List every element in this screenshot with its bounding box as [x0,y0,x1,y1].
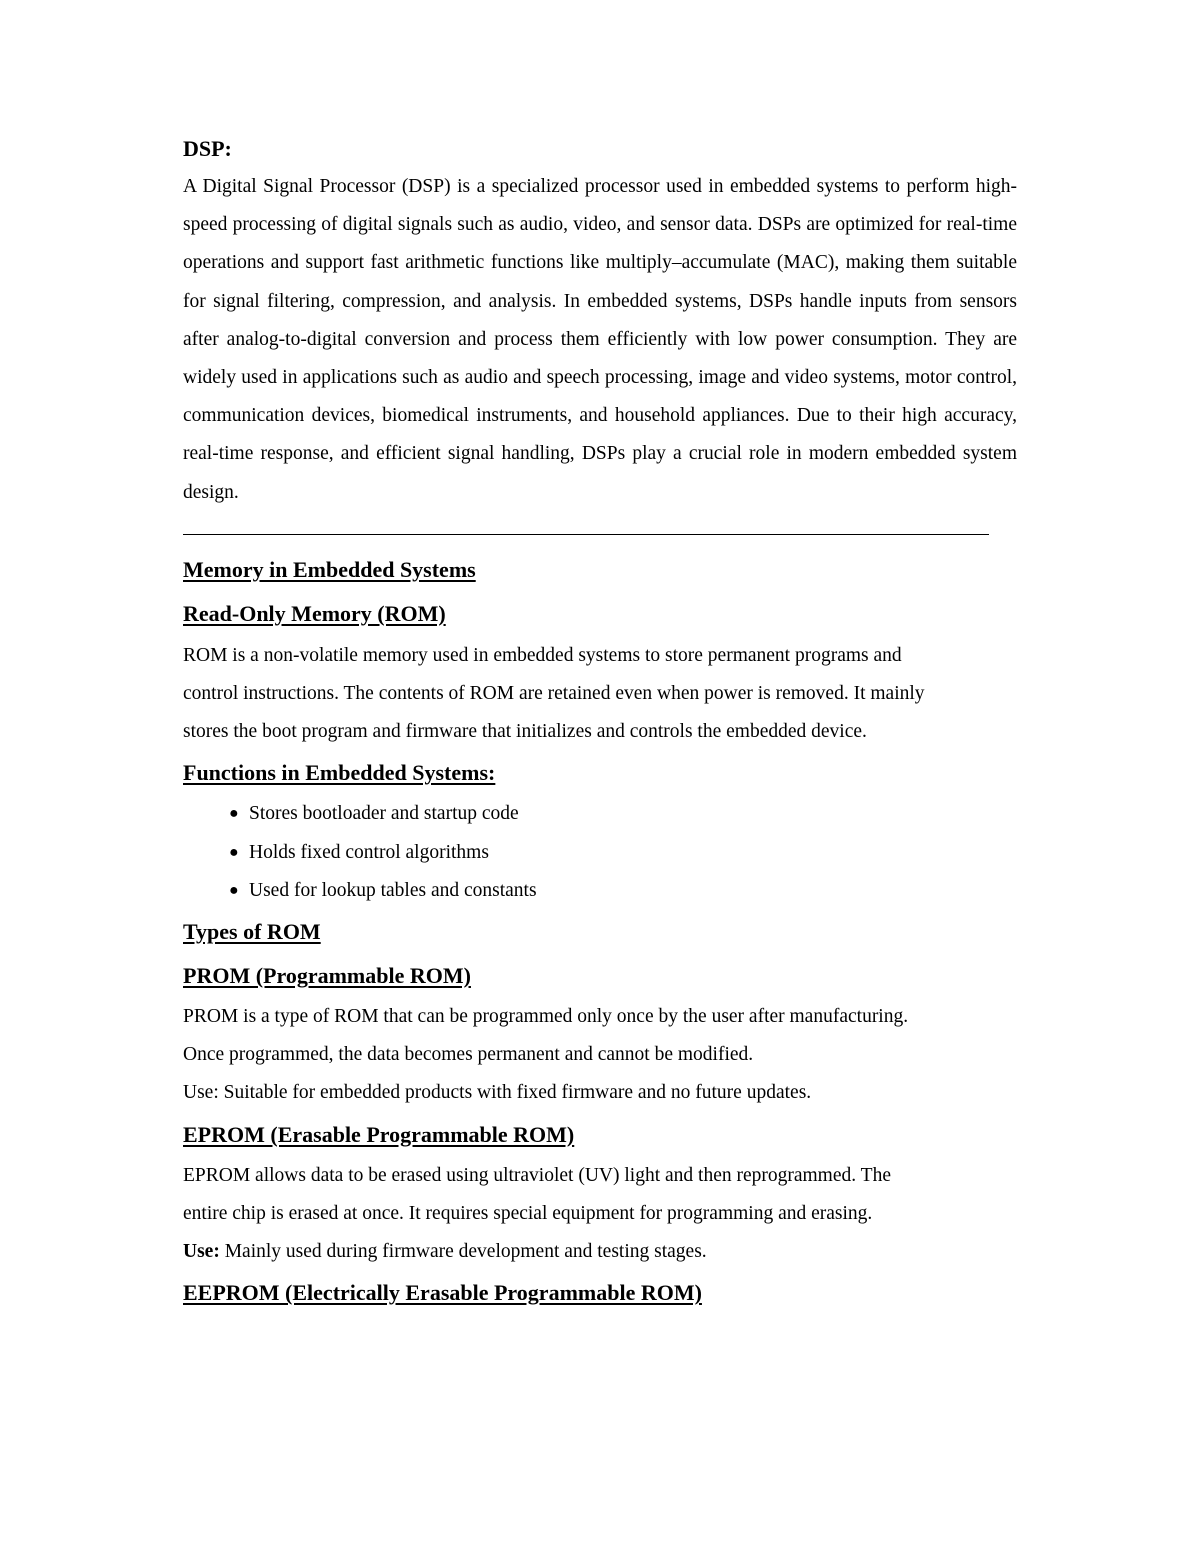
list-item-text: Used for lookup tables and constants [249,879,537,901]
list-item-text: Holds fixed control algorithms [249,841,489,863]
list-item [183,872,1017,910]
prom-line-1: PROM is a type of ROM that can be programmed only once by the user after manufacturing. [183,1006,909,1028]
prom-line-2: Once programmed, the data becomes permanent and cannot be modified. [183,1044,754,1066]
functions-heading: Functions in Embedded Systems: [183,760,496,786]
bullet-icon: ● [229,805,239,823]
eprom-line-1: EPROM allows data to be erased using ultraviolet (UV) light and then reprogrammed. The [183,1164,891,1186]
dsp-heading: DSP: [183,136,232,161]
rom-heading: Read-Only Memory (ROM) [183,600,446,626]
memory-heading: Memory in Embedded Systems [183,556,476,582]
eprom-use-line [183,1233,1017,1271]
eprom-heading: EPROM (Erasable Programmable ROM) [183,1121,575,1147]
bullet-icon: ● [229,843,239,861]
rom-paragraph-line-1: ROM is a non-volatile memory used in embedded systems to store permanent programs and [183,644,902,666]
eprom-use-label: Use: [183,1241,220,1263]
list-item [183,834,1017,872]
eprom-line-2: entire chip is erased at once. It requires special equipment for programming and erasing. [183,1202,873,1224]
functions-list [183,795,1017,910]
prom-use-line: Use: Suitable for embedded products with fixed firmware and no future updates. [183,1082,812,1104]
list-item-text: Stores bootloader and startup code [249,803,519,825]
rom-paragraph-line-3: stores the boot program and firmware that initializes and controls the embedded device. [183,721,867,743]
list-item [183,795,1017,833]
horizontal-divider [183,534,989,535]
eeprom-heading: EEPROM (Electrically Erasable Programmable ROM) [183,1280,702,1306]
eprom-use-text: Mainly used during firmware development and testing stages. [219,1241,707,1263]
bullet-icon: ● [229,881,239,899]
document-page [183,130,1017,1315]
dsp-paragraph: A Digital Signal Processor (DSP) is a specialized processor used in embedded systems to perform high-speed processing of digital signals such as audio, video, and sensor data. DSPs are optimized for real-time operations and support fast arithmetic functions like multiply–accumulate (MAC), making them suitable for signal filtering, compression, and analysis. In embedded systems, DSPs handle inputs from sensors after analog-to-digital conversion and process them efficiently with low power consumption. They are widely used in applications such as audio and speech processing, image and video systems, motor control, communication devices, biomedical instruments, and household appliances. Due to their high accuracy, real-time response, and efficient signal handling, DSPs play a crucial role in modern embedded system design. [183,176,1017,503]
rom-paragraph-line-2: control instructions. The contents of ROM are retained even when power is removed. It mainly [183,683,925,705]
types-of-rom-heading: Types of ROM [183,919,321,945]
prom-heading: PROM (Programmable ROM) [183,963,471,989]
